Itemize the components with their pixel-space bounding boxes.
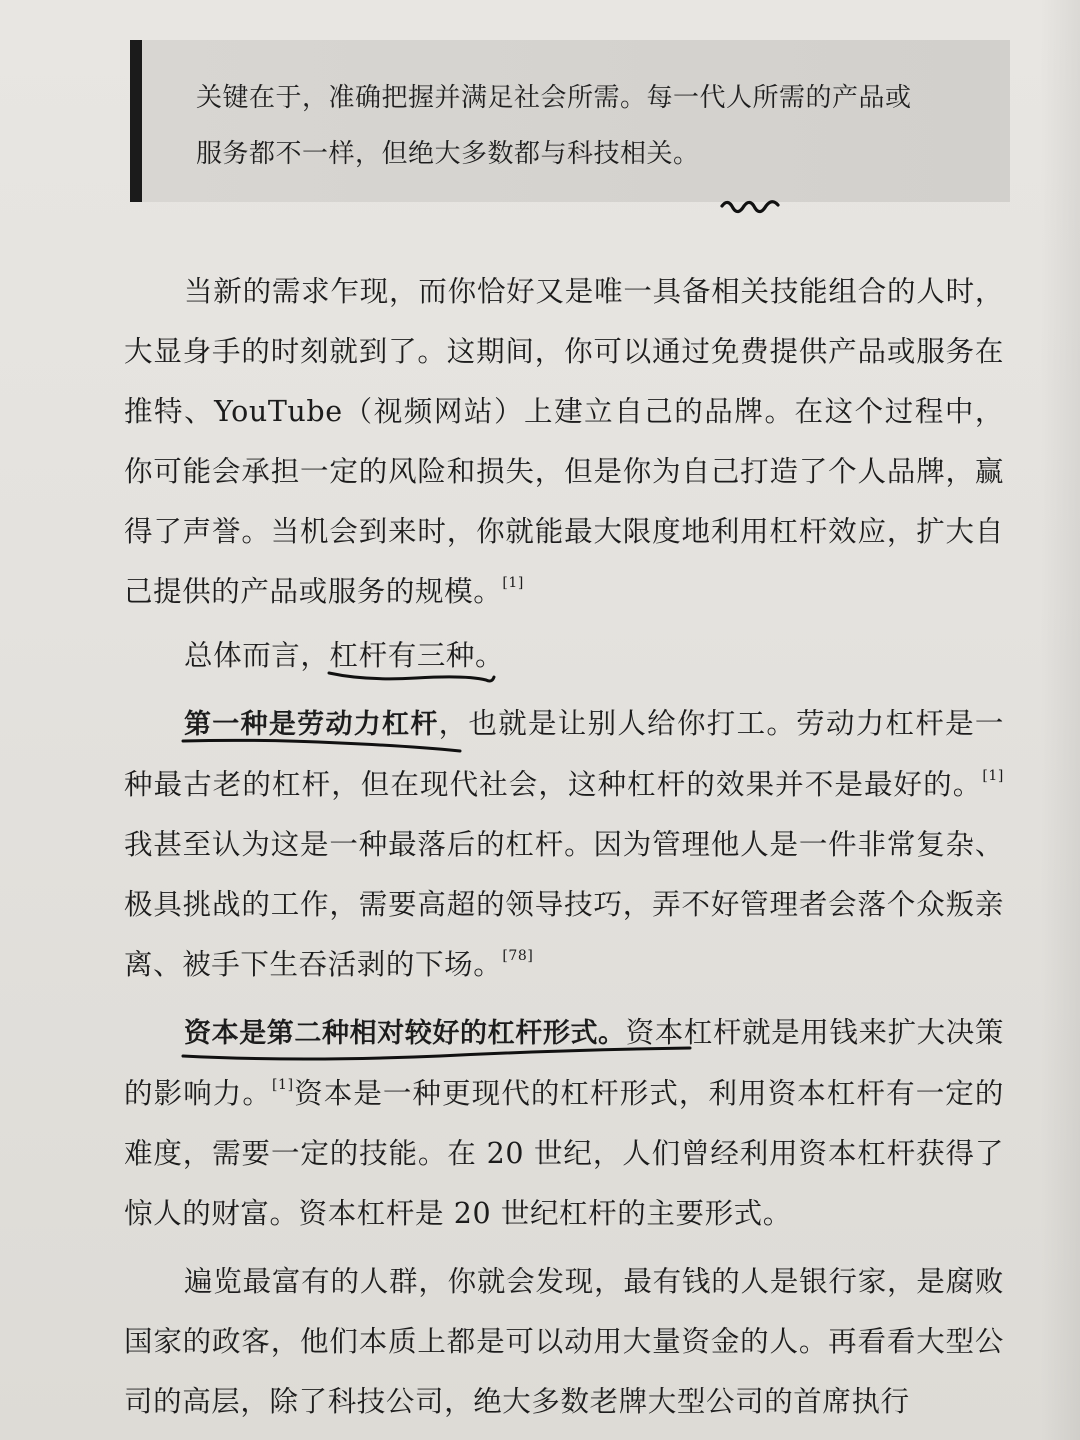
- quote-line-1: 关键在于，准确把握并满足社会所需。每一代人所需的产品或: [196, 83, 912, 113]
- page-shadow: [1040, 0, 1080, 1440]
- quote-line-2-start: 服务都不一样，但绝大多数都与: [196, 139, 568, 169]
- quote-marked-word: 科技: [567, 139, 621, 169]
- paragraph-1-text: 当新的需求乍现，而你恰好又是唯一具备相关技能组合的人时，大显身手的时刻就到了。这期间，你可以通过免费提供产品或服务在推特、YouTube（视频网站）上建立自己的品牌。在这个过程中，你可能会承担一定的风险和损失，但是你为自己打造了个人品牌，赢得了声誉。当机会到来时，你就能最大限度地利用杠杆效应，扩大自己提供的产品或服务的规模。: [124, 275, 1004, 608]
- underlined-bold-capital-leverage: [184, 1016, 626, 1049]
- paragraph-4-text: 资本杠杆就是用钱来扩大决策的影响力。: [124, 1016, 1004, 1110]
- footnote-ref: [1]: [272, 1077, 294, 1093]
- pull-quote-box: [130, 40, 1010, 202]
- pull-quote-text: [196, 70, 986, 182]
- body-text: [124, 262, 1004, 1440]
- paragraph-4-text-cont: 资本是一种更现代的杠杆形式，利用资本杠杆有一定的难度，需要一定的技能。在 20 世纪，人们曾经利用资本杠杆获得了惊人的财富。资本杠杆是 20 世纪杠杆的主要形式。: [124, 1077, 1004, 1230]
- footnote-ref: [1]: [982, 768, 1004, 784]
- marked-phrase: 杠杆有三种: [329, 639, 476, 672]
- paragraph-5-text: 遍览最富有的人群，你就会发现，最有钱的人是银行家，是腐败国家的政客，他们本质上都是可以动用大量资金的人。再看看大型公司的高层，除了科技公司，绝大多数老牌大型公司的首席执行: [124, 1265, 1004, 1418]
- paragraph-3: [124, 694, 1004, 995]
- paragraph-5: [124, 1252, 1004, 1432]
- paragraph-1: [124, 262, 1004, 622]
- paragraph-3-text-cont: 我甚至认为这是一种最落后的杠杆。因为管理他人是一件非常复杂、极具挑战的工作，需要高超的领导技巧，弄不好管理者会落个众叛亲离、被手下生吞活剥的下场。: [124, 828, 1004, 981]
- underlined-bold-labor-leverage: [184, 707, 439, 740]
- paragraph-2-text: 总体而言，: [184, 639, 330, 672]
- paragraph-3-text: ，也就是让别人给你打工。劳动力杠杆是一种最古老的杠杆，但在现代社会，这种杠杆的效果并不是最好的。: [124, 707, 1005, 801]
- quote-line-2: [196, 126, 986, 182]
- underlined-phrase-three-levers: [330, 639, 476, 672]
- quote-line-2-end: 相关。: [620, 139, 700, 169]
- paragraph-2: [124, 626, 1004, 686]
- paragraph-2-end: 。: [475, 639, 505, 672]
- footnote-ref: [1]: [502, 575, 524, 591]
- bold-heading-capital: 资本是第二种相对较好的杠杆形式。: [184, 1018, 626, 1049]
- footnote-ref: [78]: [502, 948, 534, 964]
- paragraph-4: [124, 1003, 1004, 1244]
- quote-bar: [130, 40, 142, 202]
- bold-heading-labor: 第一种是劳动力杠杆: [184, 709, 439, 740]
- wavy-underline-mark: [720, 196, 782, 218]
